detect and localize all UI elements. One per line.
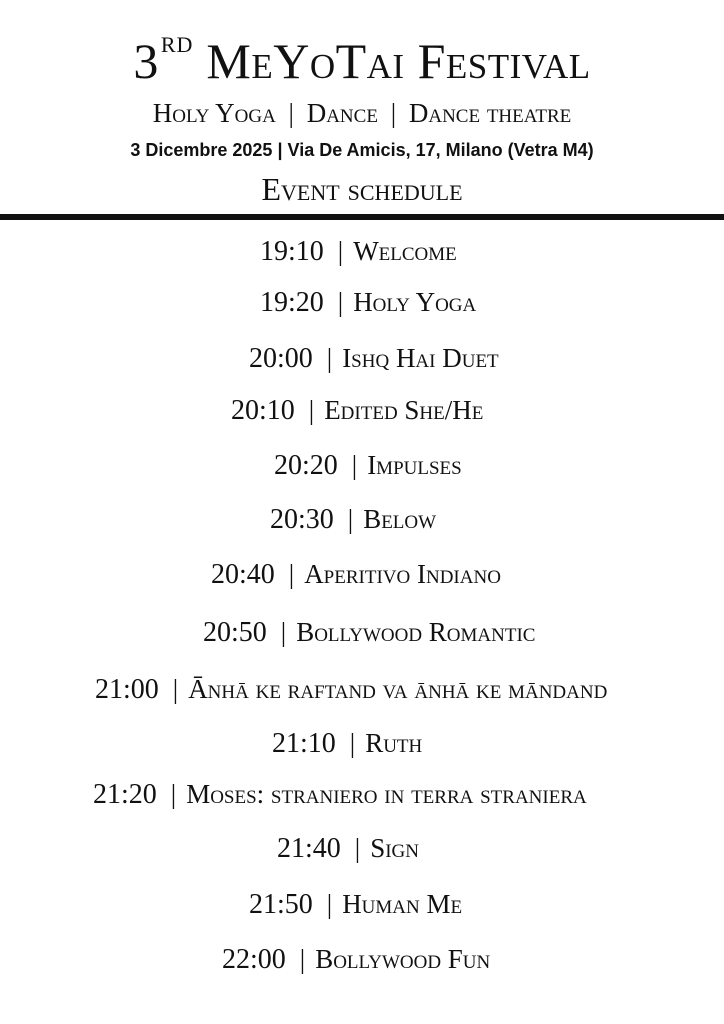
edition-number: 3	[133, 33, 159, 89]
category-separator: |	[288, 98, 294, 128]
schedule-separator: |	[280, 617, 287, 647]
schedule-row	[277, 828, 419, 868]
schedule-time: 22:00	[222, 944, 286, 975]
schedule-separator: |	[351, 450, 358, 480]
schedule-row	[95, 669, 607, 709]
schedule-event-name: Ānhā ke raftand va ānhā ke māndand	[188, 674, 608, 704]
schedule-separator: |	[172, 674, 179, 704]
schedule-event-name: Edited She/He	[324, 395, 484, 425]
schedule-event-name: Ruth	[365, 728, 423, 758]
schedule-row	[260, 231, 457, 271]
schedule-event-name: Moses: straniero in terra straniera	[186, 779, 587, 809]
schedule-row	[249, 338, 499, 378]
festival-title	[0, 26, 724, 96]
schedule-separator: |	[308, 395, 315, 425]
schedule-separator: |	[347, 504, 354, 534]
schedule-row	[211, 554, 501, 594]
edition-suffix: RD	[160, 32, 194, 57]
schedule-separator: |	[288, 559, 295, 589]
schedule-event-name: Bollywood Romantic	[296, 617, 536, 647]
schedule-row	[249, 884, 462, 924]
schedule-separator: |	[326, 343, 333, 373]
schedule-row	[274, 445, 462, 485]
schedule-separator: |	[170, 779, 177, 809]
event-venue: Via De Amicis, 17, Milano (Vetra M4)	[287, 140, 594, 160]
schedule-row	[231, 390, 483, 430]
schedule-time: 20:30	[270, 504, 334, 535]
schedule-time: 21:00	[95, 674, 159, 705]
category-separator: |	[390, 98, 397, 128]
schedule-event-name: Impulses	[367, 450, 462, 480]
info-separator: |	[277, 140, 283, 160]
schedule-time: 20:10	[231, 395, 295, 426]
schedule-row	[272, 723, 422, 763]
schedule-separator: |	[337, 287, 344, 317]
schedule-event-name: Ishq Hai Duet	[342, 343, 499, 373]
schedule-time: 21:40	[277, 833, 341, 864]
schedule-event-name: Sign	[370, 833, 419, 863]
schedule-row	[203, 612, 535, 652]
schedule-time: 20:40	[211, 559, 275, 590]
schedule-time: 20:20	[274, 450, 338, 481]
schedule-event-name: Bollywood Fun	[315, 944, 491, 974]
category-holy-yoga: Holy Yoga	[152, 98, 276, 128]
category-dance: Dance	[306, 98, 378, 128]
schedule-time: 20:50	[203, 617, 267, 648]
schedule-row	[222, 939, 490, 979]
schedule-time: 19:20	[260, 287, 324, 318]
schedule-row	[270, 499, 436, 539]
schedule-time: 21:20	[93, 779, 157, 810]
festival-name: MeYoTai Festival	[206, 33, 591, 89]
event-date: 3 Dicembre 2025	[130, 140, 273, 160]
header-divider	[0, 214, 724, 220]
schedule-separator: |	[299, 944, 306, 974]
schedule-event-name: Human Me	[342, 889, 463, 919]
schedule-time: 20:00	[249, 343, 313, 374]
schedule-time: 21:10	[272, 728, 336, 759]
event-info	[0, 136, 724, 164]
schedule-separator: |	[326, 889, 333, 919]
schedule-event-name: Below	[363, 504, 437, 534]
category-dance-theatre: Dance theatre	[408, 98, 572, 128]
schedule-separator: |	[337, 236, 344, 266]
festival-categories	[0, 95, 724, 131]
schedule-row	[260, 282, 476, 322]
schedule-event-name: Aperitivo Indiano	[304, 559, 501, 589]
schedule-separator: |	[349, 728, 356, 758]
schedule-separator: |	[354, 833, 361, 863]
schedule-time: 19:10	[260, 236, 324, 267]
schedule-row	[93, 774, 587, 814]
schedule-event-name: Welcome	[353, 236, 457, 266]
schedule-event-name: Holy Yoga	[353, 287, 477, 317]
schedule-heading: Event schedule	[261, 171, 463, 207]
schedule-time: 21:50	[249, 889, 313, 920]
